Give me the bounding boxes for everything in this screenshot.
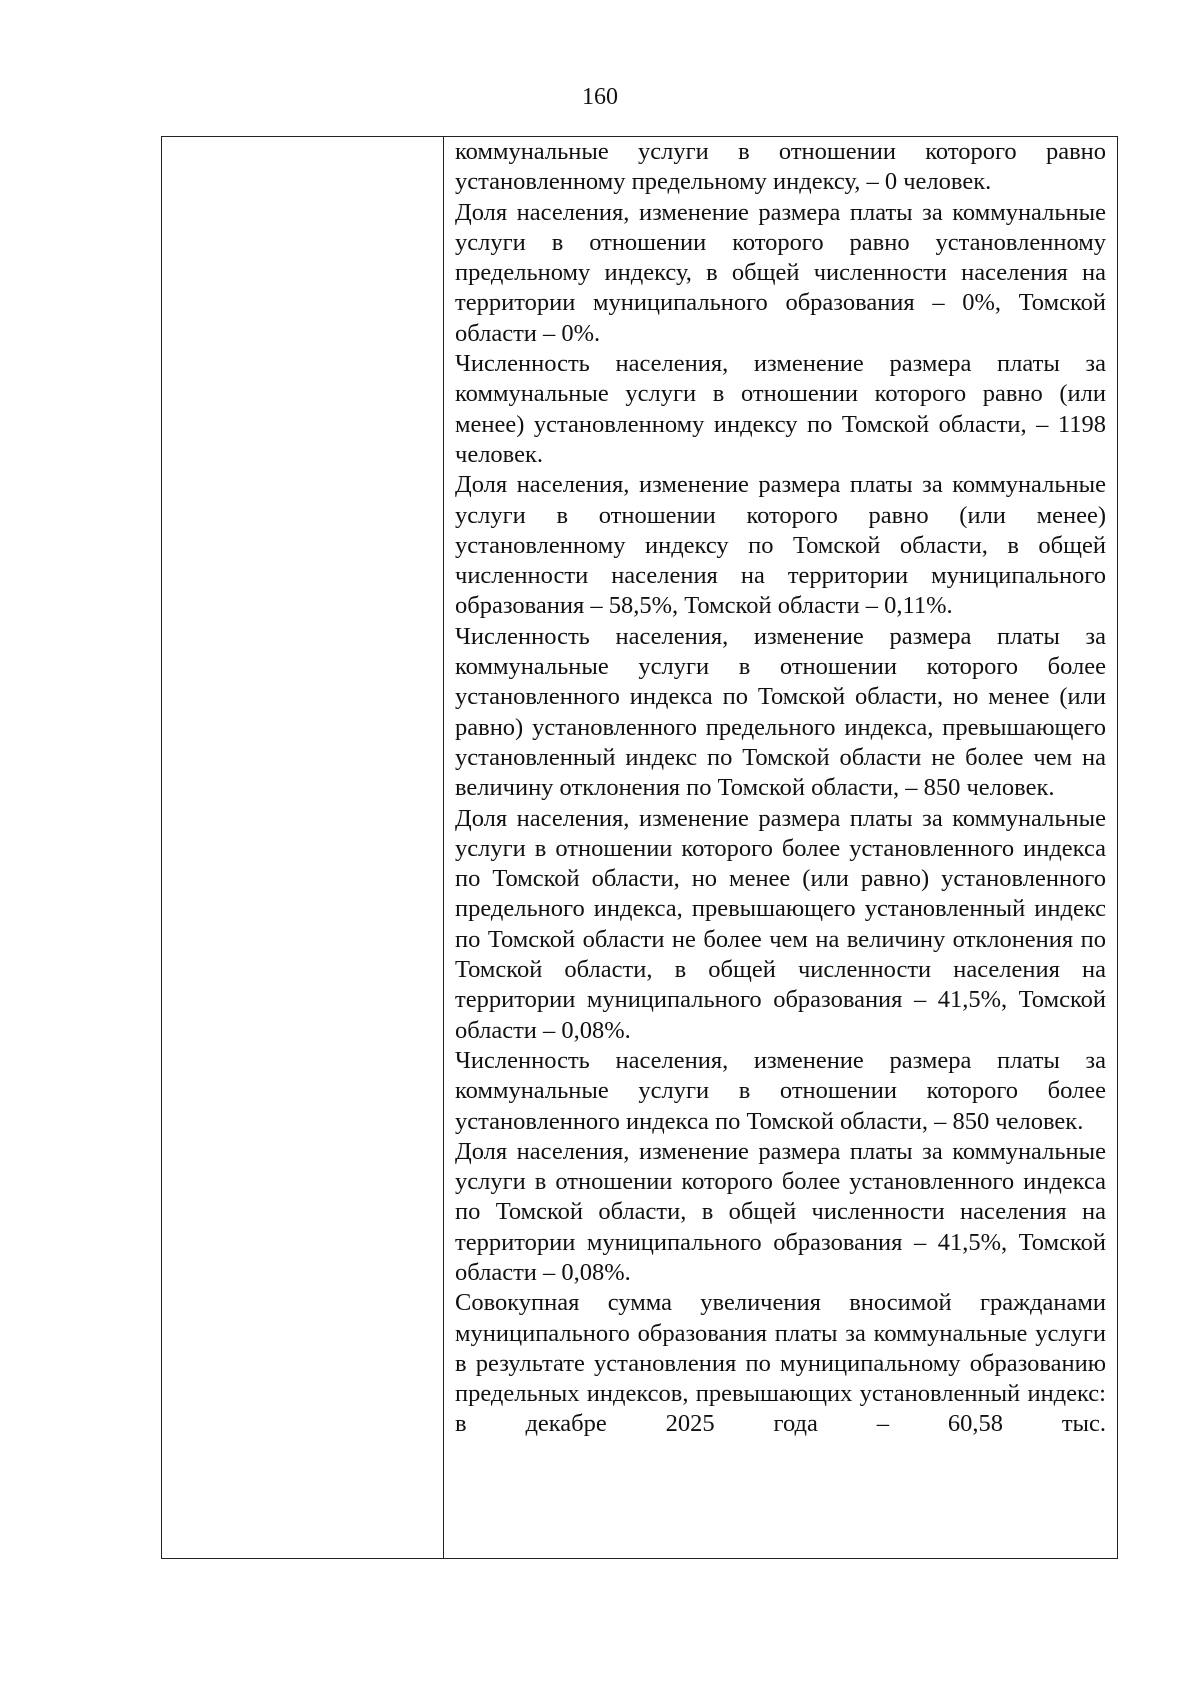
paragraph-count-below-index: Численность населения, изменение размера платы за коммунальные услуги в отношении которого равно (или менее) установленному индексу по Томской области, – 1198 человек. xyxy=(455,350,1106,468)
paragraph-total-increase: Совокупная сумма увеличения вносимой гражданами муниципального образования платы за коммунальные услуги в результате установления по муниципальному образованию предельных индексов, превышающих установленный индекс: в декабре 2025 года – 60,58 тыс. xyxy=(455,1289,1106,1438)
paragraph-share-below-index: Доля населения, изменение размера платы за коммунальные услуги в отношении которого равно (или менее) установленному индексу по Томской области, в общей численности населения на территории муниципального образования – 58,5%, Томской области – 0,11%. xyxy=(455,471,1106,620)
table-left-cell xyxy=(162,137,444,1558)
page-number: 160 xyxy=(582,84,618,110)
paragraph-share-equal-limit: Доля населения, изменение размера платы за коммунальные услуги в отношении которого равно установленному предельному индексу, в общей численности населения на территории муниципального образования – 0%, Томской области – 0%. xyxy=(455,198,1106,347)
paragraph-share-above-index: Доля населения, изменение размера платы за коммунальные услуги в отношении которого более установленного индекса по Томской области, в общей численности населения на территории муниципального образования – 41,5%, Томской области – 0,08%. xyxy=(455,1137,1106,1286)
paragraph-count-equal-limit: коммунальные услуги в отношении которого равно установленному предельному индексу, – 0 человек. xyxy=(455,138,1106,196)
document-table xyxy=(161,136,1118,1559)
paragraph-count-within-deviation: Численность населения, изменение размера платы за коммунальные услуги в отношении которого более установленного индекса по Томской области, но менее (или равно) установленного предельного индекса, превышающего установленный индекс по Томской области не более чем на величину отклонения по Томской области, – 850 человек. xyxy=(455,622,1106,802)
paragraph-count-above-index: Численность населения, изменение размера платы за коммунальные услуги в отношении которого более установленного индекса по Томской области, – 850 человек. xyxy=(455,1046,1106,1135)
paragraph-share-within-deviation: Доля населения, изменение размера платы за коммунальные услуги в отношении которого более установленного индекса по Томской области, но менее (или равно) установленного предельного индекса, превышающего установленный индекс по Томской области не более чем на величину отклонения по Томской области, в общей численности населения на территории муниципального образования – 41,5%, Томской области – 0,08%. xyxy=(455,804,1106,1044)
table-right-cell xyxy=(444,137,1117,1558)
